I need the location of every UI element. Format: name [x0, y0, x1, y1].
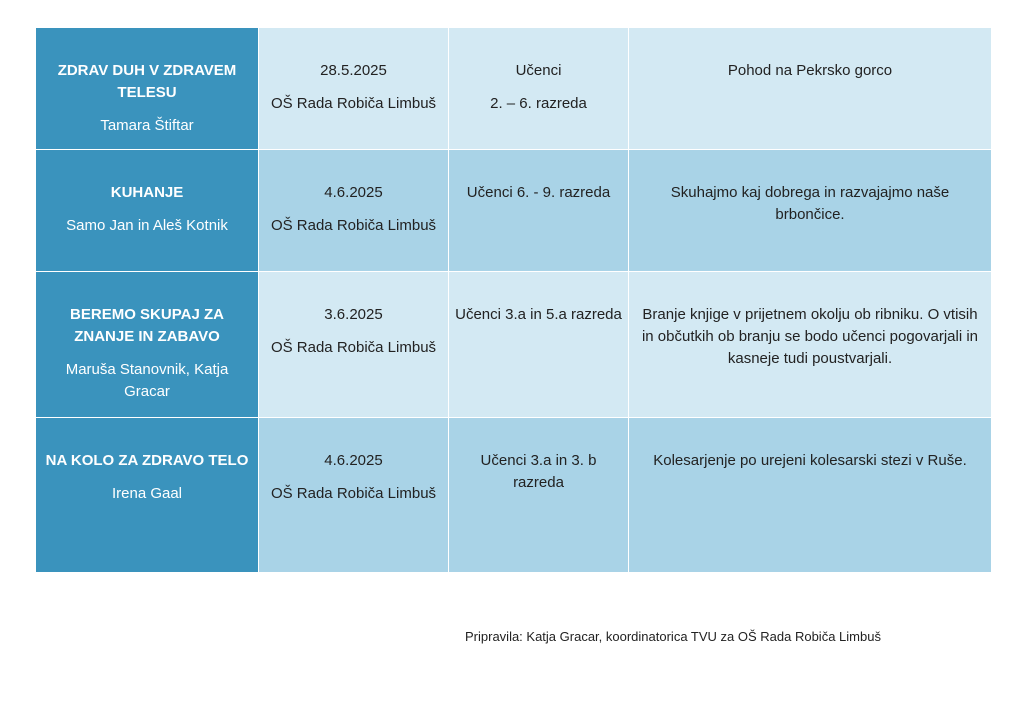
activity-leader: Samo Jan in Aleš Kotnik	[66, 217, 228, 234]
activity-date: 3.6.2025	[324, 306, 383, 323]
activity-description: Kolesarjenje po urejeni kolesarski stezi v Ruše.	[653, 452, 967, 469]
participants-text: Učenci 3.a in 5.a razreda	[455, 306, 622, 323]
table-row	[36, 418, 992, 573]
activity-cell	[36, 150, 259, 272]
participants-cell	[449, 272, 629, 418]
activity-cell	[36, 418, 259, 573]
participants-grades: 2. – 6. razreda	[490, 95, 587, 112]
date-place-cell	[259, 418, 449, 573]
description-cell	[629, 272, 992, 418]
date-place-cell	[259, 150, 449, 272]
activity-place: OŠ Rada Robiča Limbuš	[270, 217, 437, 234]
activity-title: NA KOLO ZA ZDRAVO TELO	[45, 452, 249, 469]
activity-cell	[36, 28, 259, 150]
activity-date: 28.5.2025	[320, 62, 387, 79]
activities-table	[35, 27, 992, 573]
participants-text: Učenci 3.a in 3. b razreda	[480, 452, 597, 491]
participants-text: Učenci 6. - 9. razreda	[466, 184, 611, 201]
activity-place: OŠ Rada Robiča Limbuš	[270, 339, 437, 356]
date-place-cell	[259, 272, 449, 418]
activity-leader: Maruša Stanovnik, Katja Gracar	[65, 361, 229, 400]
description-cell	[629, 150, 992, 272]
footer-note: Pripravila: Katja Gracar, koordinatorica TVU za OŠ Rada Robiča Limbuš	[465, 629, 881, 644]
participants-cell	[449, 150, 629, 272]
activity-description: Skuhajmo kaj dobrega in razvajajmo naše brbončice.	[670, 184, 950, 223]
activity-description: Branje knjige v prijetnem okolju ob ribniku. O vtisih in občutkih ob branju se bodo učenci pogovarjali in kasneje tudi poustvarjali.	[641, 306, 979, 367]
activity-cell	[36, 272, 259, 418]
activity-title: BEREMO SKUPAJ ZA ZNANJE IN ZABAVO	[70, 306, 224, 345]
activity-title: KUHANJE	[110, 184, 184, 201]
activity-title: ZDRAV DUH V ZDRAVEM TELESU	[57, 62, 237, 101]
description-cell	[629, 418, 992, 573]
participants-cell	[449, 28, 629, 150]
activity-place: OŠ Rada Robiča Limbuš	[270, 485, 437, 502]
activity-place: OŠ Rada Robiča Limbuš	[270, 95, 437, 112]
activity-description: Pohod na Pekrsko gorco	[727, 62, 893, 79]
activity-date: 4.6.2025	[324, 452, 383, 469]
participants-cell	[449, 418, 629, 573]
description-cell	[629, 28, 992, 150]
table-row	[36, 28, 992, 150]
activity-leader: Tamara Štiftar	[100, 117, 194, 134]
activity-leader: Irena Gaal	[111, 485, 183, 502]
participants-text: Učenci	[515, 62, 562, 79]
date-place-cell	[259, 28, 449, 150]
table-row	[36, 272, 992, 418]
activity-date: 4.6.2025	[324, 184, 383, 201]
table-row	[36, 150, 992, 272]
